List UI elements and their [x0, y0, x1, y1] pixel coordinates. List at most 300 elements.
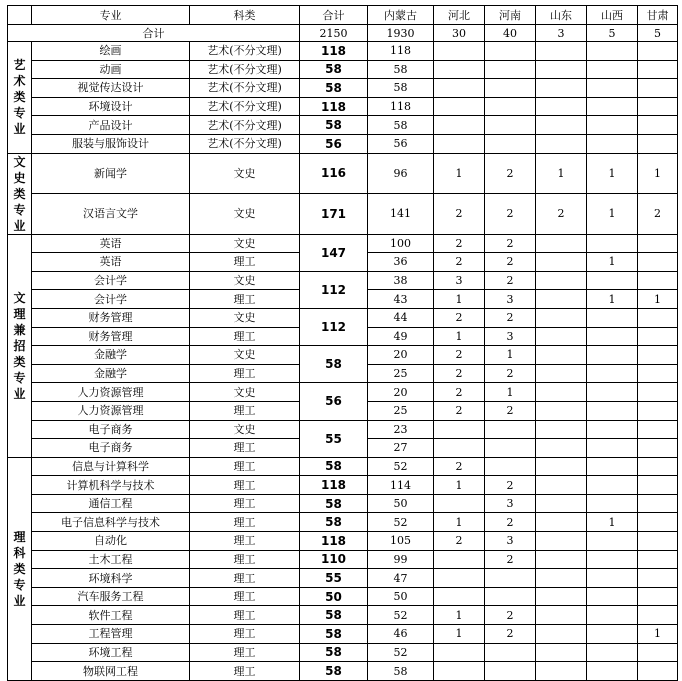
province-cell-shandong [536, 420, 587, 439]
province-cell-gansu [638, 234, 678, 253]
province-cell-henan [485, 643, 536, 662]
table-row [8, 308, 678, 327]
province-cell-henan [485, 569, 536, 588]
province-cell-gansu [638, 327, 678, 346]
province-cell-shandong [536, 532, 587, 551]
province-cell-shanxi [587, 60, 638, 79]
province-cell-shandong: 1 [536, 153, 587, 194]
province-cell-hebei: 1 [434, 476, 485, 495]
province-cell-hebei: 2 [434, 401, 485, 420]
province-cell-hebei [434, 569, 485, 588]
total-cell: 147 [300, 234, 368, 271]
province-cell-neimenggu: 118 [368, 42, 434, 61]
province-cell-shanxi [587, 457, 638, 476]
subject-cell: 艺术(不分文理) [190, 116, 300, 135]
province-cell-gansu [638, 116, 678, 135]
province-cell-henan [485, 60, 536, 79]
province-cell-henan [485, 587, 536, 606]
total-cell: 58 [300, 513, 368, 532]
province-cell-henan: 3 [485, 327, 536, 346]
header-shanxi: 山西 [587, 6, 638, 25]
province-cell-henan: 2 [485, 234, 536, 253]
province-cell-neimenggu: 141 [368, 194, 434, 235]
major-cell: 土木工程 [32, 550, 190, 569]
major-cell: 工程管理 [32, 625, 190, 644]
subject-cell: 文史 [190, 153, 300, 194]
total-cell: 55 [300, 420, 368, 457]
province-cell-hebei [434, 662, 485, 681]
province-cell-hebei [434, 494, 485, 513]
province-cell-gansu [638, 271, 678, 290]
province-cell-henan [485, 420, 536, 439]
province-cell-gansu [638, 513, 678, 532]
subject-cell: 理工 [190, 625, 300, 644]
province-cell-neimenggu: 58 [368, 116, 434, 135]
total-cell: 58 [300, 346, 368, 383]
province-cell-neimenggu: 46 [368, 625, 434, 644]
province-cell-shanxi: 1 [587, 513, 638, 532]
province-cell-neimenggu: 56 [368, 134, 434, 153]
sum-gansu: 5 [638, 25, 678, 42]
province-cell-gansu [638, 569, 678, 588]
province-cell-gansu [638, 401, 678, 420]
province-cell-gansu: 2 [638, 194, 678, 235]
province-cell-hebei [434, 643, 485, 662]
major-cell: 环境科学 [32, 569, 190, 588]
province-cell-shanxi [587, 134, 638, 153]
header-henan: 河南 [485, 6, 536, 25]
table-row [8, 569, 678, 588]
province-cell-henan: 3 [485, 532, 536, 551]
province-cell-henan: 2 [485, 401, 536, 420]
province-cell-neimenggu: 99 [368, 550, 434, 569]
header-shandong: 山东 [536, 6, 587, 25]
province-cell-shandong [536, 116, 587, 135]
major-cell: 汉语言文学 [32, 194, 190, 235]
major-cell: 金融学 [32, 346, 190, 365]
major-cell: 人力资源管理 [32, 401, 190, 420]
province-cell-shanxi [587, 401, 638, 420]
province-cell-henan [485, 116, 536, 135]
total-cell: 118 [300, 42, 368, 61]
subject-cell: 理工 [190, 327, 300, 346]
province-cell-hebei: 2 [434, 194, 485, 235]
total-cell: 58 [300, 662, 368, 681]
major-cell: 信息与计算科学 [32, 457, 190, 476]
total-cell: 58 [300, 79, 368, 98]
province-cell-shanxi [587, 346, 638, 365]
province-cell-henan [485, 662, 536, 681]
total-cell: 58 [300, 116, 368, 135]
major-cell: 服装与服饰设计 [32, 134, 190, 153]
province-cell-gansu [638, 79, 678, 98]
province-cell-shandong [536, 587, 587, 606]
table-row [8, 234, 678, 253]
province-cell-henan: 2 [485, 364, 536, 383]
major-cell: 环境设计 [32, 97, 190, 116]
subject-cell: 理工 [190, 643, 300, 662]
total-cell: 56 [300, 383, 368, 420]
province-cell-shandong [536, 662, 587, 681]
major-cell: 财务管理 [32, 327, 190, 346]
major-cell: 汽车服务工程 [32, 587, 190, 606]
province-cell-gansu [638, 346, 678, 365]
header-neimenggu: 内蒙古 [368, 6, 434, 25]
table-row [8, 457, 678, 476]
province-cell-gansu [638, 550, 678, 569]
total-cell: 56 [300, 134, 368, 153]
major-cell: 视觉传达设计 [32, 79, 190, 98]
province-cell-gansu [638, 587, 678, 606]
subject-cell: 理工 [190, 494, 300, 513]
table-row [8, 662, 678, 681]
province-cell-shandong: 2 [536, 194, 587, 235]
province-cell-hebei [434, 42, 485, 61]
category-label: 艺术类专业 [8, 42, 32, 154]
province-cell-shandong [536, 401, 587, 420]
province-cell-neimenggu: 47 [368, 569, 434, 588]
major-cell: 计算机科学与技术 [32, 476, 190, 495]
province-cell-hebei: 2 [434, 253, 485, 272]
sum-henan: 40 [485, 25, 536, 42]
province-cell-shandong [536, 346, 587, 365]
province-cell-hebei: 2 [434, 457, 485, 476]
major-cell: 财务管理 [32, 308, 190, 327]
province-cell-shandong [536, 79, 587, 98]
province-cell-gansu: 1 [638, 290, 678, 309]
province-cell-shanxi [587, 550, 638, 569]
subject-cell: 理工 [190, 662, 300, 681]
province-cell-shanxi [587, 327, 638, 346]
province-cell-hebei: 3 [434, 271, 485, 290]
table-row [8, 532, 678, 551]
province-cell-neimenggu: 96 [368, 153, 434, 194]
total-cell: 116 [300, 153, 368, 194]
province-cell-neimenggu: 50 [368, 587, 434, 606]
major-cell: 软件工程 [32, 606, 190, 625]
total-cell: 50 [300, 587, 368, 606]
province-cell-hebei: 1 [434, 327, 485, 346]
major-cell: 会计学 [32, 290, 190, 309]
table-body [8, 42, 678, 681]
province-cell-shanxi [587, 420, 638, 439]
province-cell-shandong [536, 234, 587, 253]
province-cell-hebei: 1 [434, 606, 485, 625]
sum-row [8, 25, 678, 42]
subject-cell: 理工 [190, 587, 300, 606]
total-cell: 171 [300, 194, 368, 235]
province-cell-shanxi [587, 364, 638, 383]
province-cell-shanxi [587, 308, 638, 327]
sum-shanxi: 5 [587, 25, 638, 42]
sum-shandong: 3 [536, 25, 587, 42]
header-subject: 科类 [190, 6, 300, 25]
subject-cell: 艺术(不分文理) [190, 42, 300, 61]
subject-cell: 理工 [190, 476, 300, 495]
province-cell-gansu [638, 308, 678, 327]
province-cell-hebei [434, 439, 485, 458]
province-cell-neimenggu: 118 [368, 97, 434, 116]
province-cell-shanxi [587, 569, 638, 588]
province-cell-hebei: 2 [434, 383, 485, 402]
total-cell: 118 [300, 97, 368, 116]
subject-cell: 理工 [190, 532, 300, 551]
table-row [8, 79, 678, 98]
province-cell-shanxi [587, 662, 638, 681]
province-cell-shandong [536, 643, 587, 662]
province-cell-hebei: 1 [434, 290, 485, 309]
province-cell-neimenggu: 114 [368, 476, 434, 495]
subject-cell: 理工 [190, 253, 300, 272]
province-cell-gansu [638, 60, 678, 79]
table-row [8, 60, 678, 79]
major-cell: 环境工程 [32, 643, 190, 662]
province-cell-shandong [536, 476, 587, 495]
province-cell-neimenggu: 20 [368, 346, 434, 365]
province-cell-shanxi [587, 625, 638, 644]
major-cell: 电子商务 [32, 420, 190, 439]
table-row [8, 420, 678, 439]
major-cell: 英语 [32, 253, 190, 272]
province-cell-henan [485, 457, 536, 476]
table-row [8, 606, 678, 625]
subject-cell: 艺术(不分文理) [190, 60, 300, 79]
province-cell-neimenggu: 38 [368, 271, 434, 290]
province-cell-shandong [536, 383, 587, 402]
table-row [8, 134, 678, 153]
province-cell-shanxi [587, 234, 638, 253]
province-cell-shandong [536, 364, 587, 383]
province-cell-neimenggu: 52 [368, 643, 434, 662]
province-cell-hebei: 2 [434, 532, 485, 551]
total-cell: 118 [300, 476, 368, 495]
subject-cell: 文史 [190, 346, 300, 365]
subject-cell: 理工 [190, 569, 300, 588]
province-cell-neimenggu: 49 [368, 327, 434, 346]
province-cell-neimenggu: 58 [368, 60, 434, 79]
subject-cell: 理工 [190, 401, 300, 420]
province-cell-shanxi: 1 [587, 290, 638, 309]
subject-cell: 文史 [190, 383, 300, 402]
province-cell-henan [485, 439, 536, 458]
sum-neimenggu: 1930 [368, 25, 434, 42]
province-cell-hebei [434, 420, 485, 439]
province-cell-gansu [638, 97, 678, 116]
table-row [8, 153, 678, 194]
province-cell-gansu: 1 [638, 625, 678, 644]
major-cell: 新闻学 [32, 153, 190, 194]
province-cell-gansu [638, 476, 678, 495]
province-cell-henan: 2 [485, 550, 536, 569]
major-cell: 电子信息科学与技术 [32, 513, 190, 532]
subject-cell: 文史 [190, 194, 300, 235]
major-cell: 通信工程 [32, 494, 190, 513]
province-cell-henan [485, 134, 536, 153]
province-cell-gansu [638, 494, 678, 513]
total-cell: 58 [300, 457, 368, 476]
province-cell-shandong [536, 606, 587, 625]
table-row [8, 194, 678, 235]
province-cell-shandong [536, 327, 587, 346]
header-total: 合计 [300, 6, 368, 25]
subject-cell: 艺术(不分文理) [190, 134, 300, 153]
sum-hebei: 30 [434, 25, 485, 42]
province-cell-shanxi: 1 [587, 194, 638, 235]
province-cell-shandong [536, 513, 587, 532]
province-cell-shandong [536, 457, 587, 476]
province-cell-shandong [536, 271, 587, 290]
enrollment-table [7, 5, 678, 681]
province-cell-neimenggu: 52 [368, 606, 434, 625]
province-cell-shanxi [587, 271, 638, 290]
subject-cell: 文史 [190, 271, 300, 290]
total-cell: 58 [300, 494, 368, 513]
province-cell-hebei [434, 550, 485, 569]
province-cell-neimenggu: 44 [368, 308, 434, 327]
province-cell-shandong [536, 42, 587, 61]
province-cell-gansu [638, 662, 678, 681]
province-cell-shanxi [587, 532, 638, 551]
province-cell-shanxi [587, 439, 638, 458]
province-cell-neimenggu: 100 [368, 234, 434, 253]
province-cell-shanxi [587, 383, 638, 402]
province-cell-shandong [536, 625, 587, 644]
province-cell-gansu [638, 532, 678, 551]
province-cell-shanxi [587, 606, 638, 625]
table-row [8, 346, 678, 365]
province-cell-shanxi [587, 476, 638, 495]
province-cell-henan: 2 [485, 476, 536, 495]
province-cell-henan: 2 [485, 271, 536, 290]
subject-cell: 艺术(不分文理) [190, 79, 300, 98]
province-cell-gansu [638, 457, 678, 476]
table-row [8, 97, 678, 116]
province-cell-henan: 2 [485, 308, 536, 327]
major-cell: 动画 [32, 60, 190, 79]
header-gansu: 甘肃 [638, 6, 678, 25]
major-cell: 会计学 [32, 271, 190, 290]
total-cell: 58 [300, 606, 368, 625]
major-cell: 英语 [32, 234, 190, 253]
major-cell: 产品设计 [32, 116, 190, 135]
province-cell-neimenggu: 52 [368, 457, 434, 476]
province-cell-shandong [536, 569, 587, 588]
sum-label: 合计 [8, 25, 300, 42]
total-cell: 110 [300, 550, 368, 569]
province-cell-hebei [434, 116, 485, 135]
table-row [8, 116, 678, 135]
major-cell: 金融学 [32, 364, 190, 383]
province-cell-gansu [638, 420, 678, 439]
province-cell-shanxi: 1 [587, 253, 638, 272]
province-cell-shanxi [587, 42, 638, 61]
total-cell: 118 [300, 532, 368, 551]
province-cell-henan: 3 [485, 494, 536, 513]
table-row [8, 643, 678, 662]
header-hebei: 河北 [434, 6, 485, 25]
province-cell-shanxi [587, 587, 638, 606]
province-cell-shanxi [587, 79, 638, 98]
province-cell-hebei [434, 97, 485, 116]
province-cell-neimenggu: 43 [368, 290, 434, 309]
province-cell-neimenggu: 25 [368, 364, 434, 383]
province-cell-henan [485, 79, 536, 98]
total-cell: 58 [300, 625, 368, 644]
header-row [8, 6, 678, 25]
province-cell-gansu: 1 [638, 153, 678, 194]
subject-cell: 艺术(不分文理) [190, 97, 300, 116]
province-cell-hebei: 1 [434, 153, 485, 194]
province-cell-gansu [638, 134, 678, 153]
table-row [8, 550, 678, 569]
province-cell-shandong [536, 60, 587, 79]
province-cell-shandong [536, 253, 587, 272]
major-cell: 人力资源管理 [32, 383, 190, 402]
category-label: 文史类专业 [8, 153, 32, 234]
province-cell-neimenggu: 50 [368, 494, 434, 513]
province-cell-hebei: 2 [434, 346, 485, 365]
province-cell-shandong [536, 134, 587, 153]
province-cell-neimenggu: 27 [368, 439, 434, 458]
province-cell-neimenggu: 20 [368, 383, 434, 402]
province-cell-hebei: 2 [434, 308, 485, 327]
subject-cell: 文史 [190, 308, 300, 327]
province-cell-henan: 3 [485, 290, 536, 309]
province-cell-shanxi: 1 [587, 153, 638, 194]
province-cell-henan [485, 42, 536, 61]
total-cell: 55 [300, 569, 368, 588]
province-cell-gansu [638, 383, 678, 402]
category-label: 理科类专业 [8, 457, 32, 680]
province-cell-hebei [434, 60, 485, 79]
total-cell: 58 [300, 60, 368, 79]
province-cell-gansu [638, 253, 678, 272]
province-cell-gansu [638, 439, 678, 458]
province-cell-gansu [638, 42, 678, 61]
total-cell: 112 [300, 308, 368, 345]
subject-cell: 文史 [190, 234, 300, 253]
province-cell-henan: 2 [485, 606, 536, 625]
province-cell-shanxi [587, 643, 638, 662]
province-cell-neimenggu: 52 [368, 513, 434, 532]
province-cell-neimenggu: 25 [368, 401, 434, 420]
category-label: 文理兼招类专业 [8, 234, 32, 457]
province-cell-shandong [536, 308, 587, 327]
province-cell-shanxi [587, 494, 638, 513]
table-row [8, 383, 678, 402]
province-cell-henan: 2 [485, 625, 536, 644]
province-cell-gansu [638, 364, 678, 383]
province-cell-shandong [536, 439, 587, 458]
subject-cell: 理工 [190, 457, 300, 476]
subject-cell: 理工 [190, 606, 300, 625]
province-cell-gansu [638, 643, 678, 662]
table-row [8, 42, 678, 61]
table-row [8, 494, 678, 513]
sum-total: 2150 [300, 25, 368, 42]
subject-cell: 理工 [190, 364, 300, 383]
table-row [8, 587, 678, 606]
major-cell: 绘画 [32, 42, 190, 61]
province-cell-gansu [638, 606, 678, 625]
province-cell-neimenggu: 105 [368, 532, 434, 551]
major-cell: 自动化 [32, 532, 190, 551]
province-cell-hebei [434, 587, 485, 606]
subject-cell: 理工 [190, 513, 300, 532]
total-cell: 112 [300, 271, 368, 308]
subject-cell: 文史 [190, 420, 300, 439]
subject-cell: 理工 [190, 439, 300, 458]
